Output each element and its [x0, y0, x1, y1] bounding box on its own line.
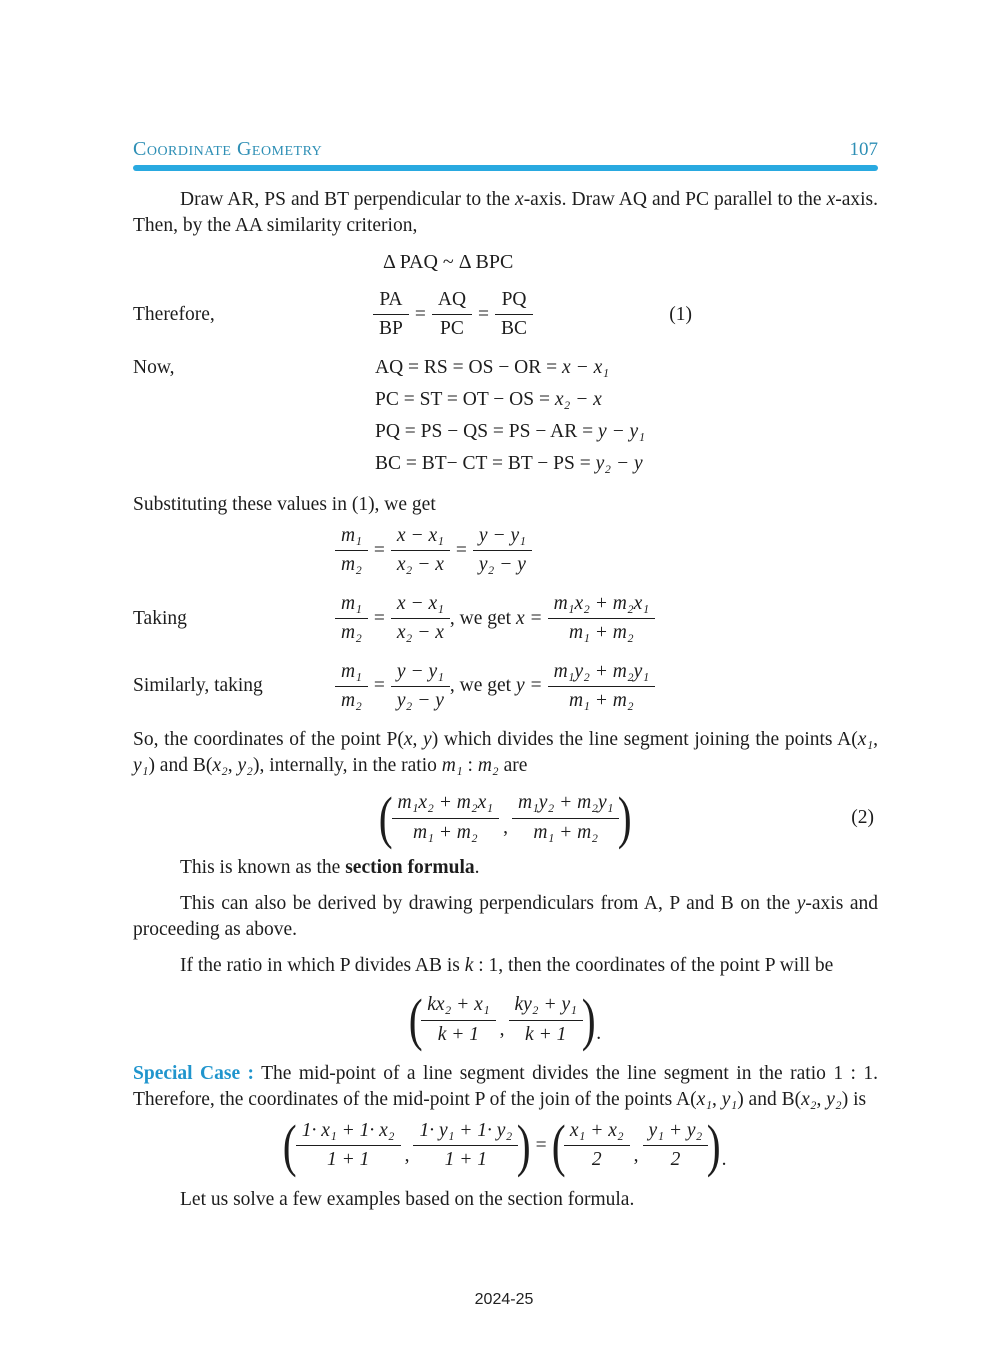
- now-equation-pc: [375, 384, 645, 416]
- equation-1: [133, 288, 878, 342]
- equals-sign: =: [373, 607, 385, 629]
- equation-now-block: [133, 352, 878, 480]
- equation-math: y₂ − y: [595, 452, 643, 474]
- equals-sign: =: [478, 303, 490, 325]
- paragraph-derive: This can also be derived by drawing perpendiculars from A, P and B on the y-axis and proceeding as above.: [133, 893, 878, 941]
- fraction-y-ratio: [391, 660, 450, 714]
- page-footer: 2024-25: [474, 1291, 534, 1308]
- fraction-denominator: m₂: [341, 554, 362, 576]
- fraction-numerator: m₁: [335, 592, 368, 619]
- we-get-text: , we get: [449, 607, 516, 629]
- fraction-numerator: m₁y₂ + m₂y₁: [548, 660, 656, 687]
- equals-sign: =: [414, 303, 426, 325]
- equals-sign: =: [530, 607, 542, 629]
- midpoint-formula-display: ( $\frac{\text{1· x₁ + 1· x₂}}{1 + 1}$ , $\frac{\text{1· y₁ + 1· y₂}}{1 + 1}$ ) = ( $\frac{\text{x₁ + x₂}}{2}$ , $\frac{\text{y₁ + y₂}}{2}$ ) .: [283, 1112, 727, 1178]
- equation-substituted: [133, 524, 878, 578]
- fraction-x: [391, 524, 450, 578]
- comma: ,: [503, 817, 508, 839]
- special-case-lead: Special Case :: [133, 1063, 255, 1085]
- fraction-y-result: [548, 660, 656, 714]
- fraction-numerator: x − x₁: [391, 592, 450, 619]
- fraction-y-coordinate: [512, 791, 620, 845]
- fraction-numerator: y − y₁: [391, 660, 450, 687]
- equation-substituted-body: [335, 524, 532, 578]
- paragraph-special-case: [133, 1061, 878, 1113]
- fraction-numerator: m₁: [335, 524, 368, 551]
- fraction-m1-m2: [335, 660, 368, 714]
- fraction-numerator: ky₂ + y₁: [509, 993, 583, 1020]
- fraction-numerator: PQ: [495, 288, 533, 315]
- equals-sign: =: [373, 675, 385, 697]
- equation-roman: PC = ST = OT − OS =: [375, 388, 555, 410]
- equation-number-1: (1): [669, 303, 692, 325]
- fraction-m1-m2: [335, 524, 368, 578]
- paragraph-section-formula: This is known as the section formula.: [180, 857, 480, 879]
- paragraph-intro: Draw AR, PS and BT perpendicular to the x-axis. Draw AQ and PC parallel to the x-axis. Then, by the AA similarity criterion,: [133, 189, 878, 236]
- equation-math: x₂ − x: [554, 388, 602, 410]
- fraction-m1-m2: [335, 592, 368, 646]
- now-equation-pq: [375, 416, 645, 448]
- equation-taking-x-body: [335, 592, 655, 646]
- fraction-numerator: x − x₁: [391, 524, 450, 551]
- we-get-text: , we get: [449, 675, 516, 697]
- fraction-numerator: kx₂ + x₁: [421, 993, 495, 1020]
- fraction-numerator: m₁y₂ + m₂y₁: [512, 791, 620, 818]
- paragraph-so-coordinates: So, the coordinates of the point P(x, y) which divides the line segment joining the points A(x₁, y₁) and B(x₂, y₂), internally, in the ratio m₁ : m₂ are: [133, 729, 879, 777]
- fraction-x-result: [548, 592, 656, 646]
- fraction-mid-y-long: [413, 1119, 518, 1173]
- section-formula-display: ( $\frac{\text{m₁x₂ + m₂x₁}}{\text{m₁ + m₂}}$ , $\frac{\text{m₁y₂ + m₂y₁}}{\text{m₁ + m₂}}$ ) (2): [378, 785, 874, 851]
- fraction-mid-x: [564, 1119, 630, 1173]
- fraction-numerator: m₁x₂ + m₂x₁: [392, 791, 500, 818]
- variable-x: x: [515, 607, 525, 629]
- now-equation-aq: [375, 352, 645, 384]
- equation-taking-y-body: [335, 660, 655, 714]
- now-equation-bc: [375, 448, 645, 480]
- fraction-denominator: m₂: [341, 622, 362, 644]
- equation-number-2: (2): [851, 807, 874, 829]
- fraction-denominator: PC: [440, 318, 464, 340]
- fraction-denominator: m₁ + m₂: [569, 622, 634, 644]
- paragraph-substituting: Substituting these values in (1), we get: [133, 493, 436, 515]
- paragraph-closing: Let us solve a few examples based on the section formula.: [180, 1188, 635, 1210]
- fraction-denominator: 2: [670, 1149, 681, 1171]
- equation-taking-x: [133, 592, 878, 646]
- chapter-title: Coordinate Geometry: [133, 138, 323, 160]
- fraction-numerator: m₁x₂ + m₂x₁: [548, 592, 656, 619]
- fraction-kx: [421, 993, 495, 1047]
- fraction-denominator: 1 + 1: [326, 1149, 370, 1171]
- fraction-numerator: y₁ + y₂: [643, 1119, 709, 1146]
- fraction-pq-bc: [495, 288, 533, 342]
- page-header: [133, 138, 878, 161]
- equation-taking-y: [133, 660, 878, 714]
- variable-y: y: [515, 675, 525, 697]
- k-formula-display: ( $\frac{\text{kx₂ + x₁}}{k + 1}$ , $\frac{\text{ky₂ + y₁}}{k + 1}$ ) .: [408, 987, 602, 1053]
- equals-sign: =: [530, 675, 542, 697]
- page-number: 107: [849, 139, 878, 160]
- fraction-y: [473, 524, 532, 578]
- fraction-denominator: k + 1: [437, 1023, 480, 1045]
- fraction-mid-x-long: [296, 1119, 401, 1173]
- fraction-numerator: PA: [373, 288, 409, 315]
- paragraph-ratio-k: If the ratio in which P divides AB is k : 1, then the coordinates of the point P will be: [180, 955, 834, 977]
- fraction-denominator: y₂ − y: [478, 554, 526, 576]
- period: .: [721, 1148, 727, 1170]
- fraction-x-coordinate: [392, 791, 500, 845]
- fraction-numerator: 1· y₁ + 1· y₂: [413, 1119, 518, 1146]
- equation-math: x − x₁: [562, 356, 610, 378]
- fraction-numerator: m₁: [335, 660, 368, 687]
- period: .: [596, 1023, 602, 1045]
- comma: ,: [404, 1144, 410, 1166]
- equation-roman: BC = BT− CT = BT − PS =: [375, 452, 596, 474]
- fraction-denominator: m₁ + m₂: [569, 689, 634, 711]
- fraction-denominator: BP: [379, 318, 403, 340]
- fraction-x-ratio: [391, 592, 450, 646]
- equation-roman: AQ = RS = OS − OR =: [375, 356, 563, 378]
- taking-y-label: Similarly, taking: [133, 675, 263, 697]
- equation-1-body: [373, 288, 533, 342]
- fraction-denominator: m₁ + m₂: [533, 821, 599, 843]
- fraction-denominator: y₂ − y: [396, 689, 444, 711]
- fraction-numerator: y − y₁: [473, 524, 532, 551]
- fraction-denominator: x₂ − x: [396, 622, 444, 644]
- fraction-numerator: 1· x₁ + 1· x₂: [296, 1119, 401, 1146]
- fraction-aq-pc: [432, 288, 472, 342]
- equation-1-label: Therefore,: [133, 303, 215, 325]
- fraction-mid-y: [643, 1119, 709, 1173]
- comma: ,: [633, 1144, 639, 1166]
- equals-sign: =: [535, 1134, 547, 1156]
- special-case-text: The mid-point of a line segment divides the line segment in the ratio 1 : 1. Therefore, the coordinates of the mid-point P of the join of the points A(x₁, y₁) and B(x₂, y₂) is: [133, 1063, 878, 1111]
- fraction-numerator: x₁ + x₂: [564, 1119, 630, 1146]
- page-body: [133, 187, 878, 1213]
- equation-math: y − y₁: [597, 420, 645, 442]
- fraction-pa-bp: [373, 288, 409, 342]
- header-rule: [133, 165, 878, 171]
- now-equations: [375, 352, 645, 480]
- fraction-denominator: m₂: [341, 689, 362, 711]
- fraction-denominator: k + 1: [525, 1023, 567, 1045]
- fraction-denominator: BC: [501, 318, 528, 340]
- fraction-ky: [509, 993, 583, 1047]
- equals-sign: =: [373, 539, 385, 561]
- equation-roman: PQ = PS − QS = PS − AR =: [375, 420, 598, 442]
- fraction-denominator: m₁ + m₂: [412, 821, 478, 843]
- taking-x-label: Taking: [133, 607, 187, 629]
- now-label: Now,: [133, 356, 175, 378]
- equals-sign: =: [455, 539, 467, 561]
- fraction-denominator: 2: [591, 1149, 602, 1171]
- comma: ,: [499, 1019, 505, 1041]
- similarity-statement: Δ PAQ ~ Δ BPC: [383, 251, 514, 273]
- fraction-numerator: AQ: [432, 288, 472, 315]
- fraction-denominator: 1 + 1: [444, 1149, 488, 1171]
- fraction-denominator: x₂ − x: [396, 554, 444, 576]
